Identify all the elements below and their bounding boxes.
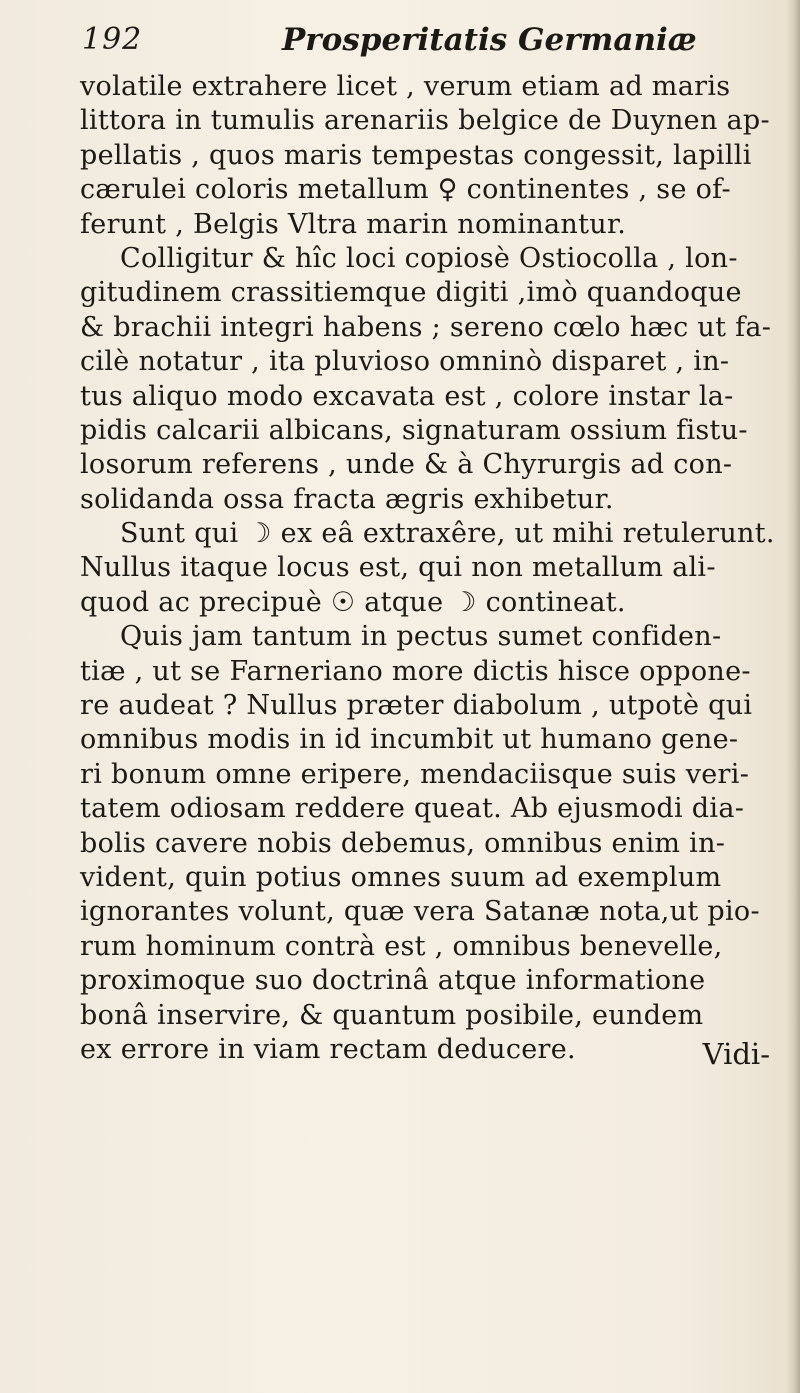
text-line: Quis jam tantum in pectus sumet confiden- xyxy=(120,621,722,653)
text-line: tatem odiosam reddere queat. Ab ejusmodi dia- xyxy=(80,793,745,825)
text-line: pellatis , quos maris tempestas congessit, lapilli xyxy=(80,139,752,171)
text-line: pidis calcarii albicans, signaturam ossium fistu- xyxy=(80,414,748,446)
text-line: Nullus itaque locus est, qui non metallum ali- xyxy=(80,552,716,584)
text-line: ferunt , Belgis Vltra marin nominantur. xyxy=(80,208,627,240)
text-line: cærulei coloris metallum ♀ continentes , se of- xyxy=(80,174,731,206)
page-number: 192 xyxy=(82,22,143,57)
text-line: cilè notatur , ita pluvioso omninò disparet , in- xyxy=(80,346,730,378)
text-line: bonâ inservire, & quantum posibile, eundem xyxy=(80,999,704,1031)
text-line: Sunt qui ☽ ex eâ extraxêre, ut mihi retulerunt. xyxy=(120,518,775,550)
catchword: Vidi- xyxy=(702,1037,770,1071)
text-line: losorum referens , unde & à Chyrurgis ad con- xyxy=(80,449,733,481)
text-line: vident, quin potius omnes suum ad exemplum xyxy=(80,861,722,893)
text-line: omnibus modis in id incumbit ut humano gene- xyxy=(80,724,739,756)
text-line: littora in tumulis arenariis belgice de Duynen ap- xyxy=(80,105,770,137)
text-line: tus aliquo modo excavata est , colore instar la- xyxy=(80,380,734,412)
text-line: re audeat ? Nullus præter diabolum , utpotè qui xyxy=(80,690,753,722)
text-line: quod ac precipuè ☉ atque ☽ contineat. xyxy=(80,586,626,618)
text-line: tiæ , ut se Farneriano more dictis hisce oppone- xyxy=(80,655,751,687)
text-line: & brachii integri habens ; sereno cœlo hæc ut fa- xyxy=(80,311,772,343)
running-title: Prosperitatis Germaniæ xyxy=(282,22,697,58)
text-line: solidanda ossa fracta ægris exhibetur. xyxy=(80,483,614,515)
text-line: rum hominum contrà est , omnibus benevelle, xyxy=(80,930,723,962)
text-line: proximoque suo doctrinâ atque informatione xyxy=(80,965,706,997)
text-line: gitudinem crassitiemque digiti ,imò quandoque xyxy=(80,277,742,309)
text-line: bolis cavere nobis debemus, omnibus enim in- xyxy=(80,827,726,859)
body-text xyxy=(80,70,792,1067)
text-line: volatile extrahere licet , verum etiam ad maris xyxy=(80,71,731,102)
text-line: ex errore in viam rectam deducere. xyxy=(80,1033,576,1065)
text-line: ignorantes volunt, quæ vera Satanæ nota,ut pio- xyxy=(80,896,760,928)
text-line: Colligitur & hîc loci copiosè Ostiocolla , lon- xyxy=(120,242,738,274)
text-line: ri bonum omne eripere, mendaciisque suis veri- xyxy=(80,758,750,790)
page-header xyxy=(82,18,772,70)
